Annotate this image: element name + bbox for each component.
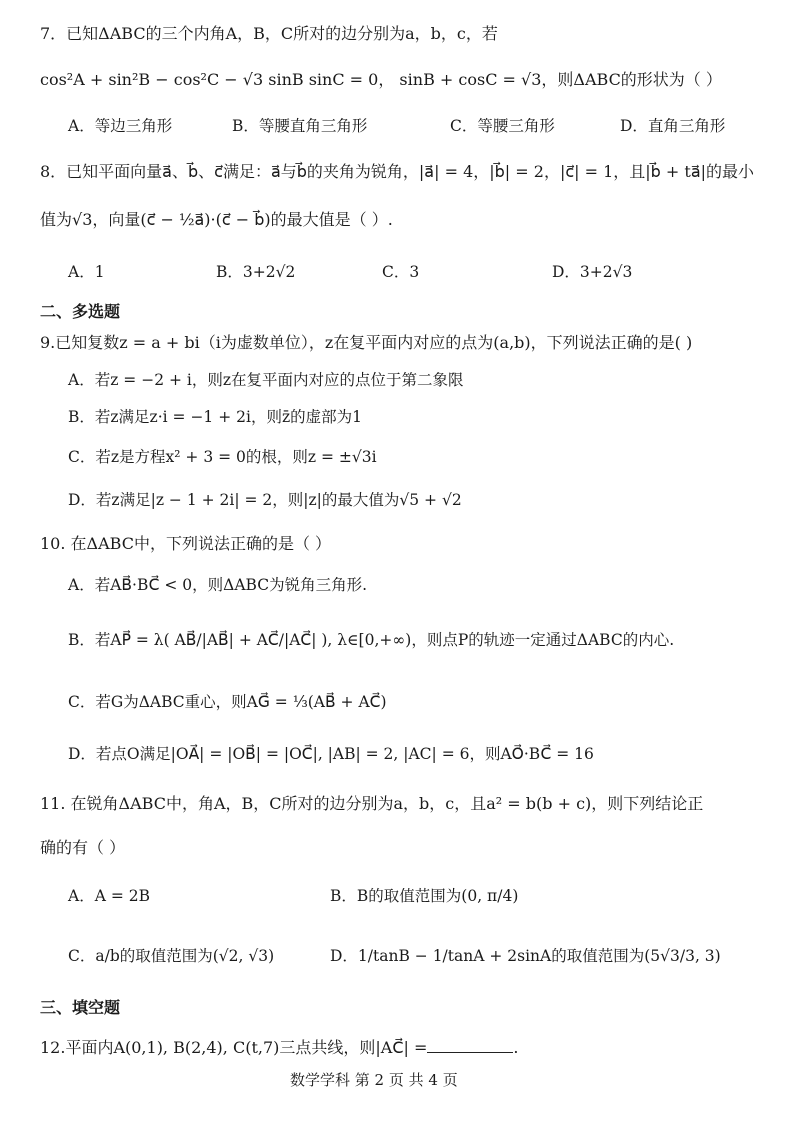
q8-stem: 8．已知平面向量a⃗、b⃗、c⃗满足：a⃗与b⃗的夹角为锐角，|a⃗| = 4，|b⃗| = 2，|c⃗| = 1，且|b⃗ + ta⃗|的最小	[40, 162, 755, 181]
section-fill-in-heading: 三、填空题	[40, 998, 121, 1017]
q11-stem: 11. 在锐角ΔABC中，角A，B，C所对的边分别为a，b，c，且a² = b(b + c)，则下列结论正	[40, 794, 704, 813]
q7-stem: 7．已知ΔABC的三个内角A，B，C所对的边分别为a，b，c，若	[40, 24, 498, 43]
q9-option-a: A．若z = −2 + i，则z在复平面内对应的点位于第二象限	[68, 371, 464, 389]
q11-option-a: A．A = 2B	[68, 887, 150, 905]
q12-answer-blank	[427, 1036, 513, 1053]
q11-stem-continued: 确的有（ ）	[40, 838, 126, 857]
q10-option-a: A．若AB⃗·BC⃗ < 0，则ΔABC为锐角三角形.	[68, 576, 368, 594]
q10-option-d: D．若点O满足|OA⃗| = |OB⃗| = |OC⃗|, |AB| = 2, |AC| = 6，则AO⃗·BC⃗ = 16	[68, 745, 594, 763]
page-footer: 数学学科 第 2 页 共 4 页	[290, 1071, 458, 1089]
q12-stem: 12.平面内A(0,1), B(2,4), C(t,7)三点共线，则|AC⃗| =	[40, 1038, 428, 1057]
section-multiple-choice-heading: 二、多选题	[40, 302, 121, 321]
q11-option-c: C．a/b的取值范围为(√2, √3)	[68, 947, 275, 965]
q9-option-c: C．若z是方程x² + 3 = 0的根，则z = ±√3i	[68, 448, 377, 466]
q8-option-b: B．3+2√2	[216, 263, 296, 281]
q10-option-c: C．若G为ΔABC重心，则AG⃗ = ⅓(AB⃗ + AC⃗)	[68, 693, 387, 711]
q7-option-c: C．等腰三角形	[450, 117, 555, 135]
q7-option-d: D．直角三角形	[620, 117, 726, 135]
q11-option-d: D．1/tanB − 1/tanA + 2sinA的取值范围为(5√3/3, 3)	[330, 947, 721, 965]
q12-line	[40, 1036, 518, 1060]
q8-option-c: C．3	[382, 263, 420, 281]
q9-stem: 9.已知复数z = a + bi（i为虚数单位），z在复平面内对应的点为(a,b)，下列说法正确的是( )	[40, 333, 693, 352]
q9-option-b: B．若z满足z·i = −1 + 2i，则z̄的虚部为1	[68, 408, 362, 426]
q12-end: .	[513, 1038, 519, 1057]
q7-condition: cos²A + sin²B − cos²C − √3 sinB sinC = 0， sinB + cosC = √3，则ΔABC的形状为（ ）	[40, 70, 722, 89]
q11-option-b: B．B的取值范围为(0, π/4)	[330, 887, 519, 905]
q10-stem: 10. 在ΔABC中，下列说法正确的是（ ）	[40, 534, 332, 553]
q7-option-a: A．等边三角形	[68, 117, 173, 135]
q10-option-b: B．若AP⃗ = λ( AB⃗/|AB⃗| + AC⃗/|AC⃗| ), λ∈[0,+∞)，则点P的轨迹一定通过ΔABC的内心.	[68, 631, 675, 649]
q9-option-d: D．若z满足|z − 1 + 2i| = 2，则|z|的最大值为√5 + √2	[68, 491, 462, 509]
q8-option-d: D．3+2√3	[552, 263, 633, 281]
q8-option-a: A．1	[68, 263, 105, 281]
q7-option-b: B．等腰直角三角形	[232, 117, 368, 135]
q8-stem-continued: 值为√3，向量(c⃗ − ½a⃗)·(c⃗ − b⃗)的最大值是（ ）.	[40, 210, 393, 229]
